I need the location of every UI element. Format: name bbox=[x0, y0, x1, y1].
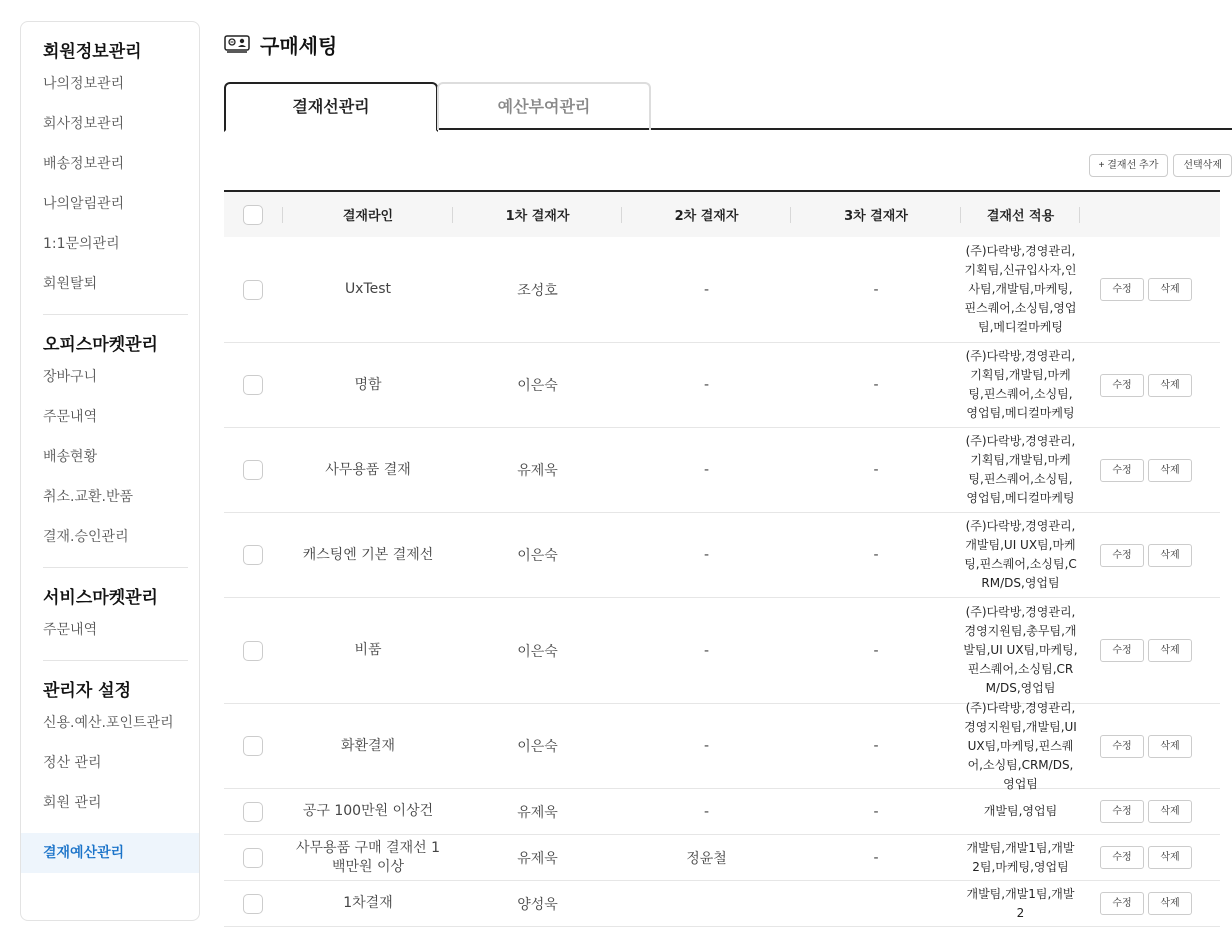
approval-line-name: 사무용품 결재 bbox=[325, 461, 411, 478]
second-approver: 정윤철 bbox=[686, 850, 727, 867]
sidebar-group-title: 회원정보관리 bbox=[43, 42, 142, 62]
approval-line-name: 공구 100만원 이상건 bbox=[302, 803, 434, 819]
sidebar-item-withdraw[interactable]: 회원탈퇴 bbox=[43, 276, 98, 292]
first-approver: 이은숙 bbox=[517, 378, 558, 394]
header-apply: 결재선 적용 bbox=[961, 205, 1080, 224]
select-all-checkbox[interactable] bbox=[243, 205, 263, 225]
edit-button[interactable]: 수정 bbox=[1100, 735, 1144, 758]
second-approver: - bbox=[703, 377, 710, 393]
header-third-approver: 3차 결재자 bbox=[791, 205, 961, 224]
apply-teams: 개발팀,개발1팀,개발2 bbox=[966, 886, 1075, 920]
delete-selected-button[interactable]: 선택삭제 bbox=[1173, 154, 1232, 177]
first-approver: 이은숙 bbox=[517, 643, 558, 660]
second-approver: - bbox=[703, 547, 710, 563]
sidebar-divider bbox=[43, 314, 188, 315]
approval-line-name: 명함 bbox=[354, 376, 382, 393]
first-approver: 유제욱 bbox=[517, 463, 558, 479]
table-row bbox=[224, 700, 1220, 791]
row-select-cell bbox=[224, 280, 283, 300]
third-approver: - bbox=[873, 281, 879, 298]
second-approver: - bbox=[703, 642, 710, 659]
header-approval-line: 결재라인 bbox=[283, 205, 453, 224]
first-approver: 유제욱 bbox=[517, 804, 558, 821]
sidebar-group-member bbox=[21, 40, 199, 314]
tab-budget-assignment[interactable]: 예산부여관리 bbox=[437, 82, 651, 130]
tab-bar bbox=[224, 82, 1232, 130]
first-approver: 이은숙 bbox=[517, 548, 558, 564]
row-select-cell bbox=[224, 848, 283, 868]
sidebar-item-delivery-status[interactable]: 배송현황 bbox=[43, 449, 98, 465]
row-select-cell bbox=[224, 802, 283, 822]
delete-button[interactable]: 삭제 bbox=[1148, 544, 1192, 567]
edit-button[interactable]: 수정 bbox=[1100, 459, 1144, 482]
table-actions bbox=[1089, 154, 1232, 177]
third-approver: - bbox=[873, 462, 879, 478]
first-approver: 양성욱 bbox=[517, 896, 558, 913]
approval-line-name: 1차결재 bbox=[343, 895, 393, 911]
row-actions bbox=[1080, 892, 1220, 915]
edit-button[interactable]: 수정 bbox=[1100, 892, 1144, 915]
table-row bbox=[224, 881, 1220, 927]
sidebar-item-approval-budget[interactable]: 결재예산관리 bbox=[21, 833, 199, 873]
sidebar-group-title: 오피스마켓관리 bbox=[43, 335, 158, 355]
sidebar-item-settlement[interactable]: 정산 관리 bbox=[43, 755, 102, 771]
second-approver: - bbox=[703, 803, 710, 820]
approval-line-table bbox=[224, 190, 1220, 927]
approval-settings-icon bbox=[224, 35, 250, 53]
sidebar-item-company-info[interactable]: 회사정보관리 bbox=[43, 116, 125, 132]
delete-button[interactable]: 삭제 bbox=[1148, 800, 1192, 823]
row-actions bbox=[1080, 459, 1220, 482]
sidebar-group-office-market bbox=[21, 333, 199, 567]
table-row bbox=[224, 428, 1220, 513]
sidebar-item-cart[interactable]: 장바구니 bbox=[43, 369, 98, 385]
sidebar-item-members[interactable]: 회원 관리 bbox=[43, 795, 102, 811]
third-approver: - bbox=[873, 849, 879, 866]
edit-button[interactable]: 수정 bbox=[1100, 639, 1144, 662]
approval-line-name: 비품 bbox=[354, 642, 382, 658]
third-approver: - bbox=[873, 803, 879, 820]
apply-teams: (주)다락방,경영관리,개발팀,UI UX팀,마케팅,핀스퀘어,소싱팀,CRM/DS,영업팀 bbox=[964, 519, 1077, 590]
add-approval-line-button[interactable]: + 결재선 추가 bbox=[1089, 154, 1169, 177]
sidebar-item-service-orders[interactable]: 주문내역 bbox=[43, 622, 98, 638]
apply-teams: (주)다락방,경영관리,기획팀,신규입사자,인사팀,개발팀,마케팅,핀스퀘어,소싱팀,영업팀,메디컬마케팅 bbox=[964, 244, 1077, 334]
first-approver: 이은숙 bbox=[517, 739, 558, 755]
header-select-cell bbox=[224, 205, 283, 225]
first-approver: 유제욱 bbox=[517, 850, 558, 867]
row-actions bbox=[1080, 374, 1220, 397]
header-first-approver: 1차 결재자 bbox=[453, 205, 622, 224]
row-select-cell bbox=[224, 736, 283, 756]
sidebar-divider bbox=[43, 660, 188, 661]
sidebar-divider bbox=[43, 567, 188, 568]
edit-button[interactable]: 수정 bbox=[1100, 374, 1144, 397]
delete-button[interactable]: 삭제 bbox=[1148, 892, 1192, 915]
third-approver: - bbox=[873, 377, 879, 393]
row-actions bbox=[1080, 800, 1220, 823]
row-actions bbox=[1080, 544, 1220, 567]
third-approver: - bbox=[873, 642, 879, 659]
row-checkbox[interactable] bbox=[243, 894, 263, 914]
table-row bbox=[224, 237, 1220, 343]
apply-teams: (주)다락방,경영관리,기획팀,개발팀,마케팅,핀스퀘어,소싱팀,영업팀,메디컬마케팅 bbox=[965, 349, 1076, 420]
row-checkbox[interactable] bbox=[243, 460, 263, 480]
row-checkbox[interactable] bbox=[243, 641, 263, 661]
row-select-cell bbox=[224, 545, 283, 565]
tab-approval-line[interactable]: 결재선관리 bbox=[224, 82, 438, 132]
apply-teams: (주)다락방,경영관리,경영지원팀,총무팀,개발팀,UI UX팀,마케팅,핀스퀘어,소싱팀,CRM/DS,영업팀 bbox=[963, 605, 1078, 695]
main-content bbox=[224, 0, 1232, 920]
delete-button[interactable]: 삭제 bbox=[1148, 459, 1192, 482]
row-checkbox[interactable] bbox=[243, 802, 263, 822]
second-approver: - bbox=[703, 738, 710, 754]
table-row bbox=[224, 789, 1220, 835]
row-select-cell bbox=[224, 460, 283, 480]
delete-button[interactable]: 삭제 bbox=[1148, 278, 1192, 301]
row-checkbox[interactable] bbox=[243, 848, 263, 868]
sidebar-item-orders[interactable]: 주문내역 bbox=[43, 409, 98, 425]
table-row bbox=[224, 513, 1220, 598]
header-second-approver: 2차 결재자 bbox=[622, 205, 791, 224]
page-title: 구매세팅 bbox=[260, 33, 338, 58]
sidebar-item-shipping-info[interactable]: 배송정보관리 bbox=[43, 156, 125, 172]
sidebar-item-notifications[interactable]: 나의알림관리 bbox=[43, 196, 125, 212]
apply-teams: (주)다락방,경영관리,기획팀,개발팀,마케팅,핀스퀘어,소싱팀,영업팀,메디컬마케팅 bbox=[965, 434, 1076, 505]
table-row bbox=[224, 598, 1220, 704]
row-select-cell bbox=[224, 375, 283, 395]
sidebar bbox=[20, 21, 200, 921]
table-row bbox=[224, 343, 1220, 428]
apply-teams: 개발팀,영업팀 bbox=[983, 804, 1058, 818]
table-row bbox=[224, 835, 1220, 881]
apply-teams: (주)다락방,경영관리,경영지원팀,개발팀,UI UX팀,마케팅,핀스퀘어,소싱팀,CRM/DS,영업팀 bbox=[964, 700, 1077, 791]
row-checkbox[interactable] bbox=[243, 545, 263, 565]
delete-button[interactable]: 삭제 bbox=[1148, 735, 1192, 758]
edit-button[interactable]: 수정 bbox=[1100, 544, 1144, 567]
row-checkbox[interactable] bbox=[243, 736, 263, 756]
row-actions bbox=[1080, 735, 1220, 758]
edit-button[interactable]: 수정 bbox=[1100, 278, 1144, 301]
third-approver: - bbox=[873, 738, 879, 754]
approval-line-name: UxTest bbox=[344, 281, 392, 297]
apply-teams: 개발팀,개발1팀,개발2팀,마케팅,영업팀 bbox=[966, 840, 1075, 874]
sidebar-item-inquiry[interactable]: 1:1문의관리 bbox=[43, 236, 120, 252]
sidebar-group-title: 서비스마켓관리 bbox=[43, 588, 158, 608]
delete-button[interactable]: 삭제 bbox=[1148, 374, 1192, 397]
first-approver: 조성호 bbox=[517, 282, 558, 299]
sidebar-item-approvals[interactable]: 결재.승인관리 bbox=[43, 529, 129, 545]
delete-button[interactable]: 삭제 bbox=[1148, 846, 1192, 869]
row-select-cell bbox=[224, 641, 283, 661]
approval-line-name: 사무용품 구매 결재선 1백만원 이상 bbox=[296, 839, 440, 875]
delete-button[interactable]: 삭제 bbox=[1148, 639, 1192, 662]
row-checkbox[interactable] bbox=[243, 280, 263, 300]
sidebar-group-admin bbox=[21, 679, 199, 873]
sidebar-group-service-market bbox=[21, 586, 199, 660]
sidebar-item-credit-budget[interactable]: 신용.예산.포인트관리 bbox=[43, 715, 174, 731]
edit-button[interactable]: 수정 bbox=[1100, 846, 1144, 869]
sidebar-item-returns[interactable]: 취소.교환.반품 bbox=[43, 489, 134, 505]
row-checkbox[interactable] bbox=[243, 375, 263, 395]
edit-button[interactable]: 수정 bbox=[1100, 800, 1144, 823]
table-header bbox=[224, 190, 1220, 237]
approval-line-name: 캐스팅엔 기본 결제선 bbox=[302, 546, 434, 563]
sidebar-group-title: 관리자 설정 bbox=[43, 681, 132, 701]
second-approver: - bbox=[703, 281, 710, 298]
third-approver: - bbox=[873, 547, 879, 563]
page-header bbox=[224, 31, 337, 57]
second-approver: - bbox=[703, 462, 710, 478]
sidebar-item-my-info[interactable]: 나의정보관리 bbox=[43, 76, 125, 92]
row-select-cell bbox=[224, 894, 283, 914]
row-actions bbox=[1080, 639, 1220, 662]
row-actions bbox=[1080, 278, 1220, 301]
approval-line-name: 화환결재 bbox=[340, 737, 396, 754]
row-actions bbox=[1080, 846, 1220, 869]
